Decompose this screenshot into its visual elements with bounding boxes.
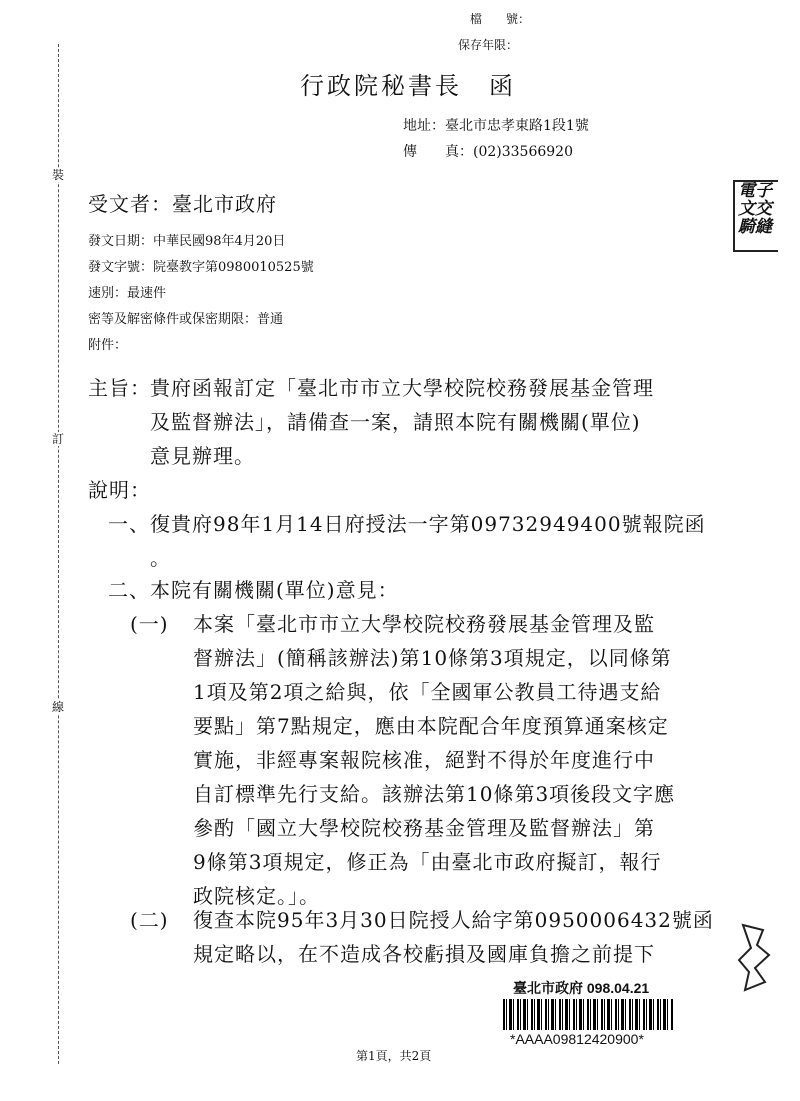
item-1-text	[150, 507, 706, 575]
receipt-label: 臺北市政府 098.04.21	[513, 980, 650, 996]
sub-item-1-line: 要點」第7點規定，應由本院配合年度預算通案核定	[193, 714, 669, 738]
binding-mark-zhuang: 裝	[51, 168, 64, 182]
sub-item-1-line: 督辦法」(簡稱該辦法)第10條第3項規定，以同條第	[193, 646, 672, 670]
meta-block	[88, 229, 314, 359]
item-1-line: 。	[150, 546, 171, 570]
speed-level: 速別：最速件	[88, 286, 167, 301]
binding-line	[58, 44, 59, 1064]
stamp-line: 電子	[738, 181, 772, 201]
sub-item-1-line: 實施，非經專案報院核准，絕對不得於年度進行中	[193, 748, 655, 772]
fax-line: 傳 真：(02)33566920	[403, 144, 573, 160]
binding-mark-xian: 線	[51, 700, 64, 714]
issue-date: 發文日期：中華民國98年4月20日	[88, 234, 286, 249]
security-level: 密等及解密條件或保密期限：普通	[88, 312, 284, 327]
barcode-text: *AAAA09812420900*	[510, 1031, 644, 1047]
subject-label: 主旨：	[88, 376, 151, 400]
sub-item-2-line: 復查本院95年3月30日院授人給字第0950006432號函	[193, 908, 714, 932]
file-number-label: 檔 號：	[470, 12, 531, 26]
sub-item-1-number: (一)	[130, 612, 169, 636]
sub-item-1-line: 9條第3項規定，修正為「由臺北市政府擬訂，報行	[193, 850, 662, 874]
sub-item-1-line: 1項及第2項之給與，依「全國軍公教員工待遇支給	[193, 680, 662, 704]
item-1-line: 復貴府98年1月14日府授法一字第09732949400號報院函	[150, 512, 706, 536]
sub-item-2-line: 規定略以，在不造成各校虧損及國庫負擔之前提下	[193, 942, 655, 966]
subject-line: 意見辦理。	[150, 444, 255, 468]
item-2-number: 二、	[108, 578, 150, 602]
seam-stamp	[733, 180, 778, 252]
sub-item-1-line: 自訂標準先行支給。該辦法第10條第3項後段文字應	[193, 782, 676, 806]
address-line: 地址：臺北市忠孝東路1段1號	[403, 118, 589, 134]
document-number: 發文字號：院臺教字第0980010525號	[88, 260, 314, 275]
torn-edge-mark	[735, 920, 775, 995]
sub-item-2-number: (二)	[130, 908, 169, 932]
barcode	[503, 999, 673, 1030]
item-2-title: 本院有關機關(單位)意見：	[150, 578, 399, 602]
subject-text	[150, 371, 710, 473]
recipient: 受文者：臺北市政府	[88, 192, 277, 216]
subject-line: 貴府函報訂定「臺北市市立大學校院校務發展基金管理	[150, 376, 654, 400]
attachments: 附件：	[88, 338, 128, 353]
subject-line: 及監督辦法」，請備查一案，請照本院有關機關(單位)	[150, 410, 641, 434]
binding-mark-ding: 訂	[51, 432, 64, 446]
stamp-line: 文交	[738, 199, 772, 219]
sub-item-1-line: 參酌「國立大學校院校務基金管理及監督辦法」第	[193, 816, 655, 840]
page-number: 第1頁，共2頁	[356, 1049, 432, 1063]
explanation-label: 說明：	[88, 478, 151, 502]
document-title: 行政院秘書長 函	[300, 72, 516, 100]
retention-label: 保存年限：	[458, 38, 519, 52]
sub-item-2-text	[193, 903, 714, 971]
stamp-line: 騎縫	[738, 217, 772, 237]
sub-item-1-line: 政院核定。」。	[193, 884, 320, 908]
item-1-number: 一、	[108, 512, 150, 536]
sub-item-1-text	[193, 607, 675, 913]
sub-item-1-line: 本案「臺北市市立大學校院校務發展基金管理及監	[193, 612, 655, 636]
